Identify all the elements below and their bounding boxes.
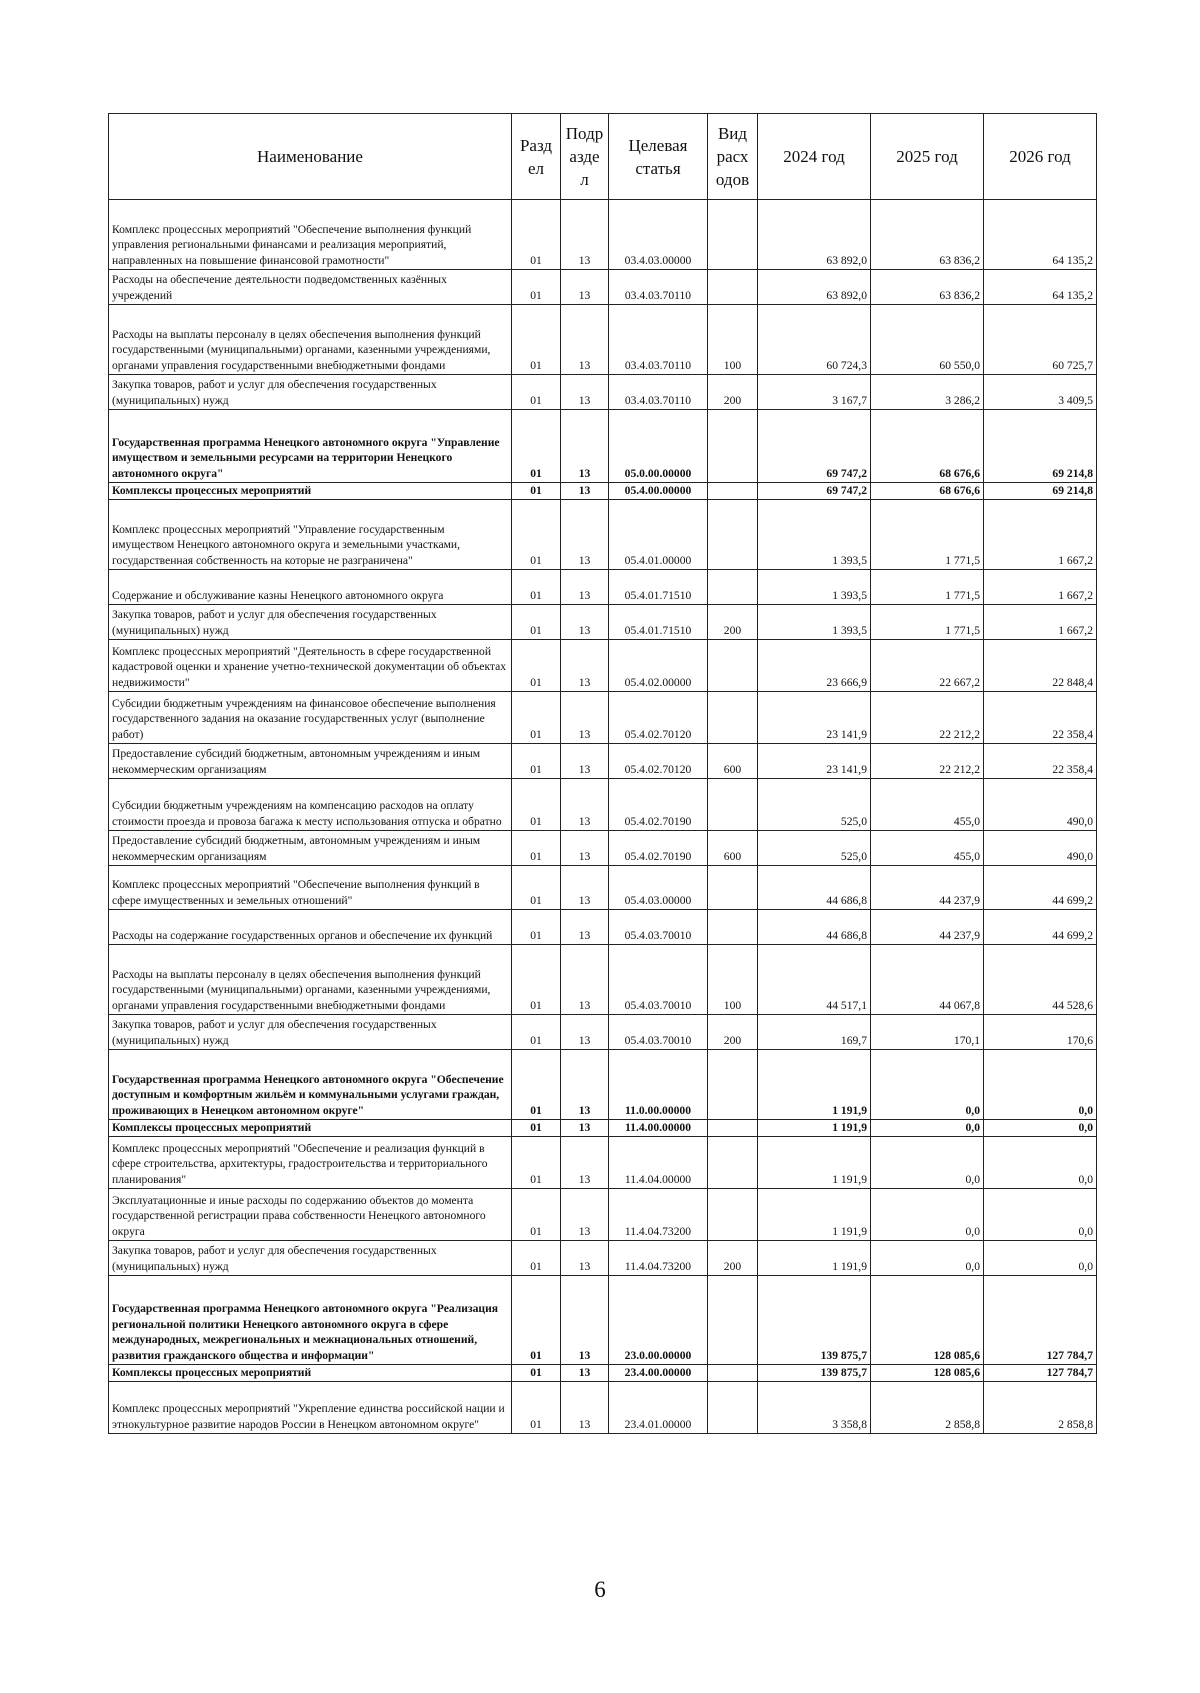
row-section: 01 <box>512 375 561 410</box>
row-value-2025: 63 836,2 <box>871 270 984 305</box>
row-section: 01 <box>512 483 561 500</box>
row-target: 05.4.02.70120 <box>609 692 708 744</box>
row-name: Расходы на обеспечение деятельности подведомственных казённых учреждений <box>109 270 512 305</box>
row-expense-type <box>708 910 758 945</box>
row-expense-type: 100 <box>708 305 758 375</box>
header-subsection: Подр азде л <box>561 114 609 200</box>
row-expense-type <box>708 270 758 305</box>
row-value-2025: 0,0 <box>871 1241 984 1276</box>
row-subsection: 13 <box>561 1382 609 1434</box>
row-name: Субсидии бюджетным учреждениям на финансовое обеспечение выполнения государственного задания на оказание государственных услуг (выполнение работ) <box>109 692 512 744</box>
row-name: Расходы на выплаты персоналу в целях обеспечения выполнения функций государственными (муниципальными) органами, казенными учреждениями, органами управления государственными внебюджетными фондами <box>109 945 512 1015</box>
row-value-2025: 1 771,5 <box>871 605 984 640</box>
row-target: 23.4.01.00000 <box>609 1382 708 1434</box>
table-header-row <box>109 114 1097 200</box>
table-row <box>109 1120 1097 1137</box>
row-section: 01 <box>512 692 561 744</box>
row-target: 23.4.00.00000 <box>609 1365 708 1382</box>
table-row <box>109 1137 1097 1189</box>
row-expense-type <box>708 779 758 831</box>
row-value-2026: 127 784,7 <box>984 1276 1097 1365</box>
row-subsection: 13 <box>561 779 609 831</box>
row-value-2026: 0,0 <box>984 1050 1097 1120</box>
row-expense-type <box>708 483 758 500</box>
row-value-2024: 44 686,8 <box>758 910 871 945</box>
row-value-2026: 490,0 <box>984 779 1097 831</box>
row-value-2026: 0,0 <box>984 1241 1097 1276</box>
row-subsection: 13 <box>561 605 609 640</box>
row-subsection: 13 <box>561 945 609 1015</box>
row-value-2024: 1 191,9 <box>758 1050 871 1120</box>
table-row <box>109 305 1097 375</box>
row-target: 11.4.00.00000 <box>609 1120 708 1137</box>
row-subsection: 13 <box>561 410 609 483</box>
row-value-2026: 0,0 <box>984 1189 1097 1241</box>
row-value-2025: 1 771,5 <box>871 500 984 570</box>
row-target: 11.0.00.00000 <box>609 1050 708 1120</box>
row-target: 05.4.03.70010 <box>609 1015 708 1050</box>
table-row <box>109 744 1097 779</box>
row-target: 05.4.02.70190 <box>609 831 708 866</box>
row-subsection: 13 <box>561 692 609 744</box>
row-name: Государственная программа Ненецкого автономного округа "Обеспечение доступным и комфортным жильём и коммунальными услугами граждан, проживающих в Ненецком автономном округе" <box>109 1050 512 1120</box>
table-row <box>109 200 1097 270</box>
table-row <box>109 945 1097 1015</box>
row-section: 01 <box>512 866 561 910</box>
row-target: 05.4.01.00000 <box>609 500 708 570</box>
row-subsection: 13 <box>561 1365 609 1382</box>
row-value-2024: 1 191,9 <box>758 1189 871 1241</box>
row-section: 01 <box>512 605 561 640</box>
header-name: Наименование <box>109 114 512 200</box>
row-expense-type <box>708 692 758 744</box>
row-subsection: 13 <box>561 500 609 570</box>
row-subsection: 13 <box>561 1137 609 1189</box>
row-value-2025: 170,1 <box>871 1015 984 1050</box>
table-row <box>109 375 1097 410</box>
row-value-2026: 44 699,2 <box>984 866 1097 910</box>
row-name: Государственная программа Ненецкого автономного округа "Управление имуществом и земельными ресурсами на территории Ненецкого автономного округа" <box>109 410 512 483</box>
row-name: Закупка товаров, работ и услуг для обеспечения государственных (муниципальных) нужд <box>109 1241 512 1276</box>
row-target: 11.4.04.73200 <box>609 1189 708 1241</box>
row-value-2024: 1 191,9 <box>758 1241 871 1276</box>
row-subsection: 13 <box>561 1120 609 1137</box>
row-section: 01 <box>512 1276 561 1365</box>
row-value-2026: 0,0 <box>984 1137 1097 1189</box>
table-row <box>109 270 1097 305</box>
header-year-2024: 2024 год <box>758 114 871 200</box>
row-expense-type: 200 <box>708 1241 758 1276</box>
row-value-2025: 1 771,5 <box>871 570 984 605</box>
row-value-2024: 1 393,5 <box>758 605 871 640</box>
row-value-2026: 69 214,8 <box>984 483 1097 500</box>
row-value-2026: 127 784,7 <box>984 1365 1097 1382</box>
row-expense-type <box>708 410 758 483</box>
row-target: 03.4.03.70110 <box>609 375 708 410</box>
row-expense-type <box>708 570 758 605</box>
row-value-2024: 63 892,0 <box>758 200 871 270</box>
row-value-2024: 139 875,7 <box>758 1365 871 1382</box>
table-row <box>109 570 1097 605</box>
table-row <box>109 831 1097 866</box>
table-row <box>109 910 1097 945</box>
row-value-2024: 69 747,2 <box>758 483 871 500</box>
row-value-2025: 63 836,2 <box>871 200 984 270</box>
row-value-2025: 22 667,2 <box>871 640 984 692</box>
row-name: Комплексы процессных мероприятий <box>109 1365 512 1382</box>
row-target: 03.4.03.70110 <box>609 305 708 375</box>
row-expense-type <box>708 866 758 910</box>
row-value-2025: 44 067,8 <box>871 945 984 1015</box>
row-section: 01 <box>512 1137 561 1189</box>
row-name: Комплексы процессных мероприятий <box>109 1120 512 1137</box>
row-name: Закупка товаров, работ и услуг для обеспечения государственных (муниципальных) нужд <box>109 375 512 410</box>
row-section: 01 <box>512 744 561 779</box>
row-expense-type: 600 <box>708 744 758 779</box>
row-value-2026: 2 858,8 <box>984 1382 1097 1434</box>
row-value-2026: 1 667,2 <box>984 500 1097 570</box>
row-section: 01 <box>512 410 561 483</box>
row-value-2024: 1 191,9 <box>758 1137 871 1189</box>
row-value-2026: 1 667,2 <box>984 605 1097 640</box>
row-expense-type <box>708 200 758 270</box>
row-value-2024: 3 167,7 <box>758 375 871 410</box>
row-value-2025: 68 676,6 <box>871 410 984 483</box>
row-subsection: 13 <box>561 910 609 945</box>
table-body <box>109 200 1097 1434</box>
row-expense-type <box>708 1276 758 1365</box>
row-section: 01 <box>512 1241 561 1276</box>
header-year-2026: 2026 год <box>984 114 1097 200</box>
row-target: 11.4.04.00000 <box>609 1137 708 1189</box>
row-target: 05.4.03.70010 <box>609 945 708 1015</box>
row-subsection: 13 <box>561 1241 609 1276</box>
row-value-2026: 22 848,4 <box>984 640 1097 692</box>
row-value-2025: 3 286,2 <box>871 375 984 410</box>
row-name: Расходы на содержание государственных органов и обеспечение их функций <box>109 910 512 945</box>
row-expense-type: 100 <box>708 945 758 1015</box>
table-row <box>109 410 1097 483</box>
row-value-2025: 22 212,2 <box>871 744 984 779</box>
row-section: 01 <box>512 640 561 692</box>
row-subsection: 13 <box>561 483 609 500</box>
row-value-2024: 525,0 <box>758 831 871 866</box>
row-name: Закупка товаров, работ и услуг для обеспечения государственных (муниципальных) нужд <box>109 1015 512 1050</box>
row-value-2025: 128 085,6 <box>871 1365 984 1382</box>
row-name: Субсидии бюджетным учреждениям на компенсацию расходов на оплату стоимости проезда и провоза багажа к месту использования отпуска и обратно <box>109 779 512 831</box>
row-value-2024: 23 141,9 <box>758 744 871 779</box>
row-expense-type <box>708 500 758 570</box>
row-value-2025: 44 237,9 <box>871 866 984 910</box>
row-target: 05.4.00.00000 <box>609 483 708 500</box>
row-value-2024: 3 358,8 <box>758 1382 871 1434</box>
row-expense-type <box>708 1382 758 1434</box>
row-value-2024: 139 875,7 <box>758 1276 871 1365</box>
row-name: Государственная программа Ненецкого автономного округа "Реализация региональной политики Ненецкого автономного округа в сфере международных, межрегиональных и межнациональных отношений, развития гражданского общества и информации" <box>109 1276 512 1365</box>
row-value-2024: 525,0 <box>758 779 871 831</box>
row-value-2026: 69 214,8 <box>984 410 1097 483</box>
row-target: 05.0.00.00000 <box>609 410 708 483</box>
row-name: Комплекс процессных мероприятий "Обеспечение выполнения функций в сфере имущественных и земельных отношений" <box>109 866 512 910</box>
row-subsection: 13 <box>561 1015 609 1050</box>
header-expense-type: Вид расх одов <box>708 114 758 200</box>
table-row <box>109 1382 1097 1434</box>
row-section: 01 <box>512 500 561 570</box>
row-value-2026: 170,6 <box>984 1015 1097 1050</box>
row-name: Комплексы процессных мероприятий <box>109 483 512 500</box>
row-value-2026: 64 135,2 <box>984 200 1097 270</box>
row-expense-type: 600 <box>708 831 758 866</box>
row-value-2025: 68 676,6 <box>871 483 984 500</box>
row-value-2025: 455,0 <box>871 831 984 866</box>
row-value-2024: 44 686,8 <box>758 866 871 910</box>
table-row <box>109 1276 1097 1365</box>
row-value-2026: 44 528,6 <box>984 945 1097 1015</box>
budget-table <box>108 113 1097 1434</box>
row-name: Предоставление субсидий бюджетным, автономным учреждениям и иным некоммерческим организациям <box>109 831 512 866</box>
header-year-2025: 2025 год <box>871 114 984 200</box>
table-row <box>109 605 1097 640</box>
row-value-2025: 128 085,6 <box>871 1276 984 1365</box>
row-value-2025: 22 212,2 <box>871 692 984 744</box>
row-value-2024: 23 666,9 <box>758 640 871 692</box>
row-value-2024: 1 393,5 <box>758 570 871 605</box>
row-target: 05.4.02.70120 <box>609 744 708 779</box>
row-section: 01 <box>512 570 561 605</box>
table-row <box>109 640 1097 692</box>
row-value-2026: 1 667,2 <box>984 570 1097 605</box>
table-row <box>109 1241 1097 1276</box>
row-expense-type <box>708 1120 758 1137</box>
row-value-2024: 169,7 <box>758 1015 871 1050</box>
row-expense-type <box>708 1365 758 1382</box>
row-section: 01 <box>512 945 561 1015</box>
row-name: Комплекс процессных мероприятий "Обеспечение и реализация функций в сфере строительства, архитектуры, градостроительства и территориального планирования" <box>109 1137 512 1189</box>
row-value-2025: 0,0 <box>871 1137 984 1189</box>
row-value-2026: 3 409,5 <box>984 375 1097 410</box>
row-name: Комплекс процессных мероприятий "Укрепление единства российской нации и этнокультурное развитие народов России в Ненецком автономном округе" <box>109 1382 512 1434</box>
row-section: 01 <box>512 1120 561 1137</box>
row-subsection: 13 <box>561 375 609 410</box>
row-section: 01 <box>512 910 561 945</box>
row-subsection: 13 <box>561 744 609 779</box>
row-expense-type <box>708 1189 758 1241</box>
row-name: Комплекс процессных мероприятий "Управление государственным имуществом Ненецкого автономного округа и земельными участками, государственная собственность на которые не разграничена" <box>109 500 512 570</box>
row-name: Расходы на выплаты персоналу в целях обеспечения выполнения функций государственными (муниципальными) органами, казенными учреждениями, органами управления государственными внебюджетными фондами <box>109 305 512 375</box>
row-value-2024: 23 141,9 <box>758 692 871 744</box>
row-name: Комплекс процессных мероприятий "Деятельность в сфере государственной кадастровой оценки и хранение учетно-технической документации об объектах недвижимости" <box>109 640 512 692</box>
row-value-2026: 64 135,2 <box>984 270 1097 305</box>
row-target: 05.4.02.00000 <box>609 640 708 692</box>
row-value-2024: 69 747,2 <box>758 410 871 483</box>
row-name: Предоставление субсидий бюджетным, автономным учреждениям и иным некоммерческим организациям <box>109 744 512 779</box>
row-target: 05.4.01.71510 <box>609 605 708 640</box>
row-expense-type: 200 <box>708 375 758 410</box>
row-value-2025: 2 858,8 <box>871 1382 984 1434</box>
table-row <box>109 779 1097 831</box>
row-value-2025: 455,0 <box>871 779 984 831</box>
table-row <box>109 1015 1097 1050</box>
row-subsection: 13 <box>561 270 609 305</box>
row-section: 01 <box>512 270 561 305</box>
row-value-2026: 60 725,7 <box>984 305 1097 375</box>
table-row <box>109 866 1097 910</box>
row-name: Закупка товаров, работ и услуг для обеспечения государственных (муниципальных) нужд <box>109 605 512 640</box>
page-number: 6 <box>594 1577 606 1602</box>
row-value-2025: 0,0 <box>871 1120 984 1137</box>
row-subsection: 13 <box>561 1050 609 1120</box>
row-section: 01 <box>512 779 561 831</box>
row-section: 01 <box>512 1050 561 1120</box>
row-value-2024: 1 393,5 <box>758 500 871 570</box>
row-section: 01 <box>512 1382 561 1434</box>
row-section: 01 <box>512 1015 561 1050</box>
row-subsection: 13 <box>561 640 609 692</box>
row-value-2025: 0,0 <box>871 1050 984 1120</box>
table-row <box>109 692 1097 744</box>
table-row <box>109 1365 1097 1382</box>
table-row <box>109 1050 1097 1120</box>
row-name: Комплекс процессных мероприятий "Обеспечение выполнения функций управления региональными финансами и реализация мероприятий, направленных на повышение финансовой грамотности" <box>109 200 512 270</box>
row-subsection: 13 <box>561 1276 609 1365</box>
row-target: 03.4.03.00000 <box>609 200 708 270</box>
row-target: 05.4.02.70190 <box>609 779 708 831</box>
row-section: 01 <box>512 831 561 866</box>
row-name: Содержание и обслуживание казны Ненецкого автономного округа <box>109 570 512 605</box>
row-target: 23.0.00.00000 <box>609 1276 708 1365</box>
row-section: 01 <box>512 305 561 375</box>
row-target: 03.4.03.70110 <box>609 270 708 305</box>
row-section: 01 <box>512 1365 561 1382</box>
row-expense-type <box>708 1050 758 1120</box>
row-value-2026: 0,0 <box>984 1120 1097 1137</box>
row-value-2025: 60 550,0 <box>871 305 984 375</box>
row-section: 01 <box>512 200 561 270</box>
row-value-2026: 22 358,4 <box>984 692 1097 744</box>
header-target: Целевая статья <box>609 114 708 200</box>
row-expense-type: 200 <box>708 605 758 640</box>
row-value-2024: 44 517,1 <box>758 945 871 1015</box>
row-subsection: 13 <box>561 200 609 270</box>
row-expense-type <box>708 640 758 692</box>
row-subsection: 13 <box>561 866 609 910</box>
table-row <box>109 500 1097 570</box>
row-name: Эксплуатационные и иные расходы по содержанию объектов до момента государственной регистрации права собственности Ненецкого автономного округа <box>109 1189 512 1241</box>
row-target: 05.4.03.70010 <box>609 910 708 945</box>
row-value-2025: 0,0 <box>871 1189 984 1241</box>
row-section: 01 <box>512 1189 561 1241</box>
row-value-2026: 44 699,2 <box>984 910 1097 945</box>
row-value-2026: 22 358,4 <box>984 744 1097 779</box>
row-value-2024: 63 892,0 <box>758 270 871 305</box>
row-value-2025: 44 237,9 <box>871 910 984 945</box>
row-target: 11.4.04.73200 <box>609 1241 708 1276</box>
row-subsection: 13 <box>561 831 609 866</box>
row-value-2024: 1 191,9 <box>758 1120 871 1137</box>
row-subsection: 13 <box>561 1189 609 1241</box>
row-value-2026: 490,0 <box>984 831 1097 866</box>
row-target: 05.4.01.71510 <box>609 570 708 605</box>
header-section: Разд ел <box>512 114 561 200</box>
row-subsection: 13 <box>561 570 609 605</box>
row-expense-type <box>708 1137 758 1189</box>
row-subsection: 13 <box>561 305 609 375</box>
table-row <box>109 483 1097 500</box>
row-target: 05.4.03.00000 <box>609 866 708 910</box>
row-expense-type: 200 <box>708 1015 758 1050</box>
table-row <box>109 1189 1097 1241</box>
row-value-2024: 60 724,3 <box>758 305 871 375</box>
